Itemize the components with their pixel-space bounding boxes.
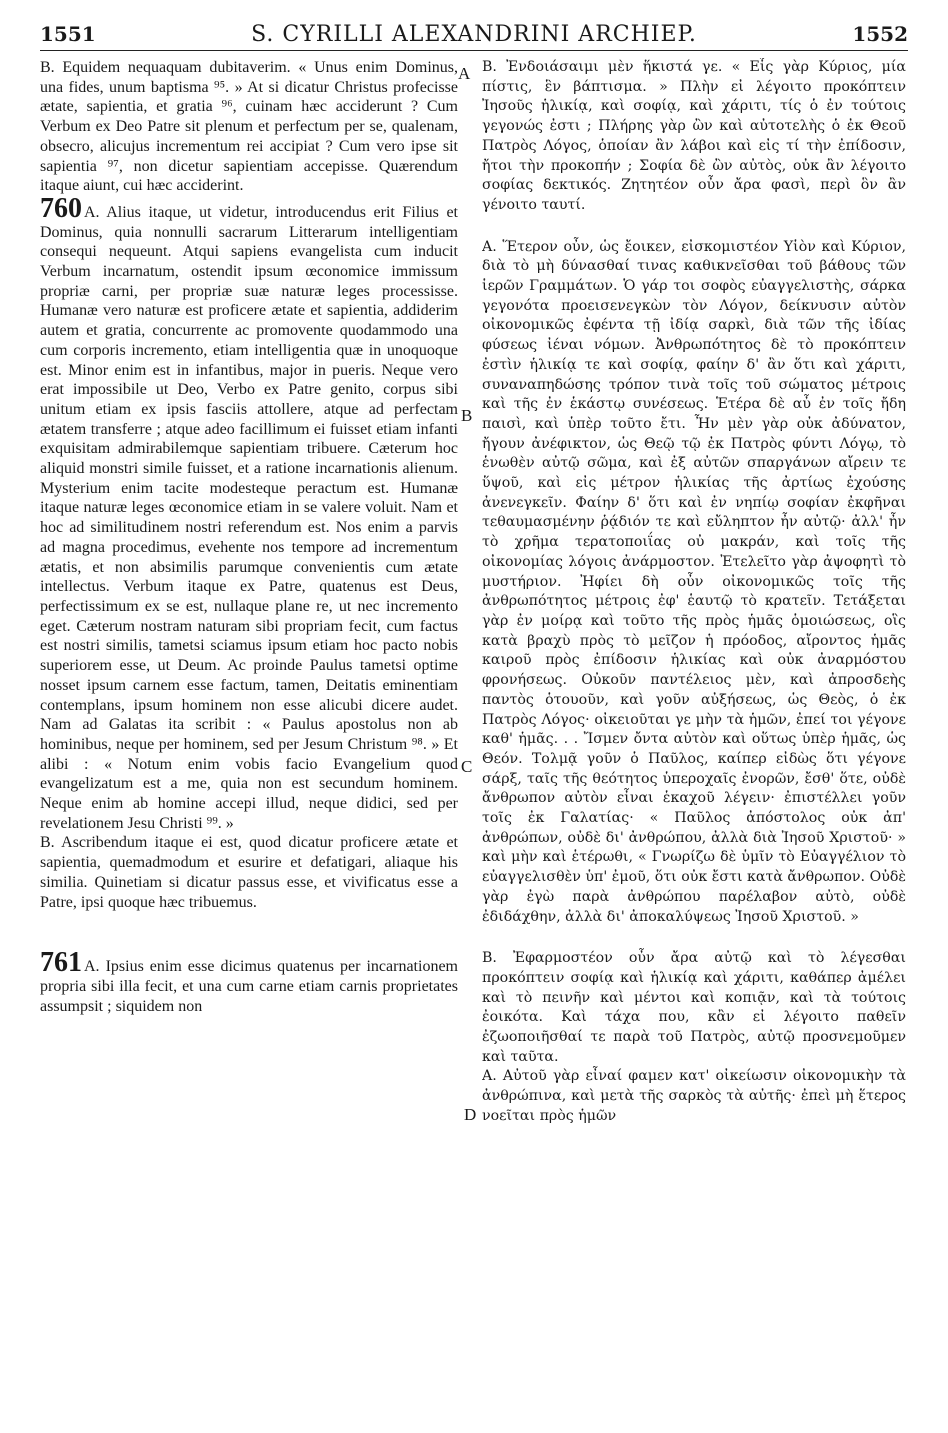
- greek-paragraph-4: A. Αὐτοῦ γὰρ εἶναί φαμεν κατ' οἰκείωσιν οἰκονομικὴν τὰ ἀνθρώπινα, καὶ μετὰ τῆς σαρκὸς τὰ αὐτῆς· ἐπεὶ μὴ ἕτερος νοεῖται πρὸς ἡμῶν: [482, 1068, 906, 1124]
- latin-paragraph-2-text: A. Alius itaque, ut videtur, introducendus erit Filius et Dominus, quia nonnulli sacrarum Litterarum intelligentiam consequi nequeunt. Atqui sapiens evangelista cum inducit Verbum incarnatum, ostendit ipsum œconomice immissum propriæ carni, per propriæ suæ naturæ leges processisse. Humanæ vero naturæ est proficere ætate et sapientia, addiderim autem et gratia, concurrente ac promovente quodammodo una cum corporis incremento, etiam intelligentia quæ in unoquoque est. Minor enim est in infantibus, major in pueris. Neque vero erat impossibile ut Deo, Verbo ex Patre genito, corpus sibi unitum etiam ex ipsis fasciis attollere, atque ad perfectam ætatem transferre ; atque adeo facillimum ei fuisset etiam infanti exquisitam admirabilemque sapientiam tribuere. Cæterum hoc aliquid monstri simile fuisset, et a ratione incarnationis alienum. Mysterium enim tacite modesteque peractum est. Humanæ itaque naturæ leges œconomice etiam in se valere voluit. Nam et hoc ad similitudinem nostri referendum est. Nos enim a parvis ad magna procedimus, evehente nos tempore ad incrementum ætatis, et non absimilis parumque convenientis cum ætate intellectus. Verbum itaque ex Patre, quatenus est Deus, perfectissimum ex se est, nullaque plane re, ut nec incremento eget. Cæterum nostram naturam sibi propriam fecit, cum factus est nostri similis, tametsi sciamus ipsum etiam hoc pacto nobis superiorem esse, ut Deum. Ac proinde Paulus tametsi optime nosset ipsum carnem esse factum, tamen, Deitatis eminentiam contemplans, ipsum hominem non esse alicubi dicere audet. Nam ad Galatas ita scribit : « Paulus apostolus non ab hominibus, neque per hominem, sed per Jesum Christum ⁹⁸. » Et alibi : « Notum enim vobis facio Evangelium quod evangelizatum est a me, quia non est secundum hominem. Neque enim ab homine accepi illud, neque didici, sed per revelationem Jesu Christi ⁹⁹. »: [40, 203, 458, 832]
- greek-paragraph-3: B. Ἐφαρμοστέον οὖν ἄρα αὐτῷ καὶ τὸ λέγεσθαι προκόπτειν σοφίᾳ καὶ ἡλικίᾳ καὶ χάριτι, καθάπερ ἀμέλει καὶ τὸ πεινῆν καὶ μέντοι καὶ κοπιᾷν, καὶ τὰ τούτοις ἐοικότα. Καὶ τάχα που, κἂν εἰ λέγοιτο παθεῖν ἐζωοποιῆσθαί τε παρὰ τοῦ Πατρὸς, αὐτῷ προσνεμοῦμεν καὶ ταῦτα.: [482, 950, 906, 1065]
- running-header: [40, 20, 908, 51]
- latin-paragraph-3: B. Ascribendum itaque ei est, quod dicatur proficere ætate et sapientia, quemadmodum et esurire et defatigari, aliaque his similia. Quinetiam si dicatur passus esse, et vivificatus esse a Patre, ipsi quoque hæc tribuemus.: [40, 834, 458, 911]
- margin-marker-b: B: [461, 406, 473, 425]
- margin-marker-d: D: [464, 1105, 477, 1124]
- running-title: S. CYRILLI ALEXANDRINI ARCHIEP.: [251, 22, 697, 47]
- greek-paragraph-1: B. Ἐνδοιάσαιμι μὲν ἥκιστά γε. « Εἷς γὰρ Κύριος, μία πίστις, ἓν βάπτισμα. » Πλὴν εἰ λέγοιτο προκόπτειν Ἰησοῦς ἡλικίᾳ, καὶ σοφίᾳ, καὶ χάριτι, τίς ὁ ἐν τούτοις γεγονώς ἐστι ; Πλήρης γὰρ ὢν καὶ αὐτοτελὴς ὁ ἐκ Θεοῦ Πατρὸς Λόγος, ὁποίαν ἂν λάβοι καὶ εἰς τί τὴν ἐπίδοσιν, ἤτοι τὴν προκοπήν ; Σοφία δὲ ὢν αὐτὸς, οὐκ ἂν λέγοιτο σοφίας δεκτικός. Ζητητέον οὖν ἄρα φασὶ, περὶ ὃν ἂν γένοιτο ταυτί.: [482, 59, 906, 213]
- page-number-left: 1551: [40, 22, 96, 46]
- latin-paragraph-2: [40, 192, 458, 834]
- latin-paragraph-1: B. Equidem nequaquam dubitaverim. « Unus enim Dominus, una fides, unum baptisma ⁹⁵. » At si dicatur Christus profecisse ætate, sapientia, et gratia ⁹⁶, cuinam hæc acciderunt ? Cum Verbum ex Deo Patre sit plenum et perfectum per se, qualenam, obsecro, alicujus incrementum rei accipiat ? Cum vero ipse sit sapientia ⁹⁷, non dicetur sapientiam accepisse. Quærendum itaque aiunt, cui hæc acciderint.: [40, 59, 458, 195]
- page-number-right: 1552: [852, 22, 908, 46]
- greek-column: [482, 58, 906, 1413]
- latin-paragraph-4: [40, 947, 458, 1016]
- margin-marker-a: A: [458, 64, 471, 83]
- greek-paragraph-2: A. Ἕτερον οὖν, ὡς ἔοικεν, εἰσκομιστέον Υἱὸν καὶ Κύριον, διὰ τὸ μὴ δύνασθαί τινας καθικνεῖσθαι τοῦ βάθους τῶν ἱερῶν Γραμμάτων. Ὁ γάρ τοι σοφὸς εὐαγγελιστὴς, σάρκα γεγονότα προεισενεγκὼν τὸν Λόγον, δείκνυσιν αὐτὸν οἰκονομικῶς ἐφέντα τῇ ἰδίᾳ σαρκὶ, διὰ τῶν τῆς ἰδίας φύσεως ἰέναι νόμων. Ἀνθρωπότητος δὲ τὸ προκόπτειν ἐστὶν ἡλικίᾳ τε καὶ σοφίᾳ, φαίην δ' ἂν ὅτι καὶ χάριτι, συναναπηδώσης τρόπον τινὰ τοῖς τοῦ σώματος μέτροις καὶ τῆς ἐν ἑκάστῳ συνέσεως. Ἑτέρα δὲ αὖ ἐν τοῖς ἤδη παισὶ, καὶ ὑπὲρ τοῦτο ἔτι. Ἦν μὲν γὰρ οὐκ ἀδύνατον, ἤγουν ἀνέφικτον, ὡς Θεῷ τῷ ἐκ Πατρὸς φύντι Λόγῳ, τὸ ἑνωθὲν αὐτῷ σῶμα, καὶ ἐξ αὐτῶν σπαργάνων αἴρειν τε ὕψοῦ, καὶ εἰς μέτρον ἡλικίας τῆς ἀρτίως ἐχούσης ἀνενεγκεῖν. Φαίην δ' ὅτι καὶ ἐν νηπίῳ σοφίαν ἐκφῆναι τεθαυμασμένην ῥᾴδιόν τε καὶ εὔληπτον ἦν αὐτῷ· ἀλλ' ἦν τὸ χρῆμα τερατοποιΐας οὐ μακράν, καὶ τοῖς τῆς οἰκονομίας λόγοις ἀνάρμοστον. Ἐτελεῖτο γὰρ ἀψοφητὶ τὸ μυστήριον. Ἠφίει δὴ οὖν οἰκονομικῶς τοῖς τῆς ἀνθρωπότητος μέτροις ἐφ' ἑαυτῷ τὸ κρατεῖν. Τετάξεται γὰρ ἐν μοίρᾳ καὶ τοῦτο τῆς πρὸς ἡμᾶς ὁμοιώσεως, οἳς κατὰ βραχὺ πρὸς τὸ μεῖζον ἡ πρόοδος, αἴροντος ἡμᾶς καιροῦ πρὸς ἐπίδοσιν ἡλικίας καὶ οὐκ ἀναρμόστου φρονήσεως. Οὐκοῦν παντέλειος μὲν, καὶ ἀπροσδεὴς παντὸς ὁτουοῦν, καὶ γοῦν αὐξήσεως, ὡς Θεὸς, ὁ ἐκ Πατρὸς Λόγος· οἰκειοῦται γε μὴν τὰ ἡμῶν, ἐπεί τοι γέγονε καθ' ἡμᾶς. . . Ἴσμεν ὄντα αὐτὸν καὶ οὕτως ὑπὲρ ἡμᾶς, ὡς Θεόν. Τολμᾷ γοῦν ὁ Παῦλος, καίπερ εἰδὼς ὅτι γέγονε σάρξ, ταῖς τῆς θεότητος ὑπεροχαῖς ἐνορῶν, ἔσθ' ὅτε, οὐδὲ ἄνθρωπον αὐτὸν εἶναι ἑκαχοῦ λέγειν· ἐπιστέλλει γοῦν τοῖς ἐκ Γαλατίας· « Παῦλος ἀπόστολος οὐκ ἀπ' ἀνθρώπων, οὐδὲ δι' ἀνθρώπου, ἀλλὰ διὰ Ἰησοῦ Χριστοῦ· » καὶ μὴν καὶ ἑτέρωθι, « Γνωρίζω δὲ ὑμῖν τὸ Εὐαγγέλιον τὸ εὐαγγελισθὲν ὑπ' ἐμοῦ, ὅτι οὐκ ἔστι κατὰ ἄνθρωπον. Οὐδὲ γὰρ ἐγὼ παρὰ ἀνθρώπου παρέλαβον αὐτὸ, οὐδὲ ἐδιδάχθην, ἀλλὰ δι' ἀποκαλύψεως Ἰησοῦ Χριστοῦ. »: [482, 238, 906, 925]
- latin-column: [40, 58, 458, 1413]
- column-number-761: 761: [40, 947, 82, 979]
- column-number-760: 760: [40, 192, 82, 224]
- margin-marker-c: C: [461, 757, 473, 776]
- latin-paragraph-4-text: A. Ipsius enim esse dicimus quatenus per incarnationem propria sibi illa fecit, et una cum carne etiam carnis proprietates assumpsit ; siquidem non: [40, 958, 458, 1015]
